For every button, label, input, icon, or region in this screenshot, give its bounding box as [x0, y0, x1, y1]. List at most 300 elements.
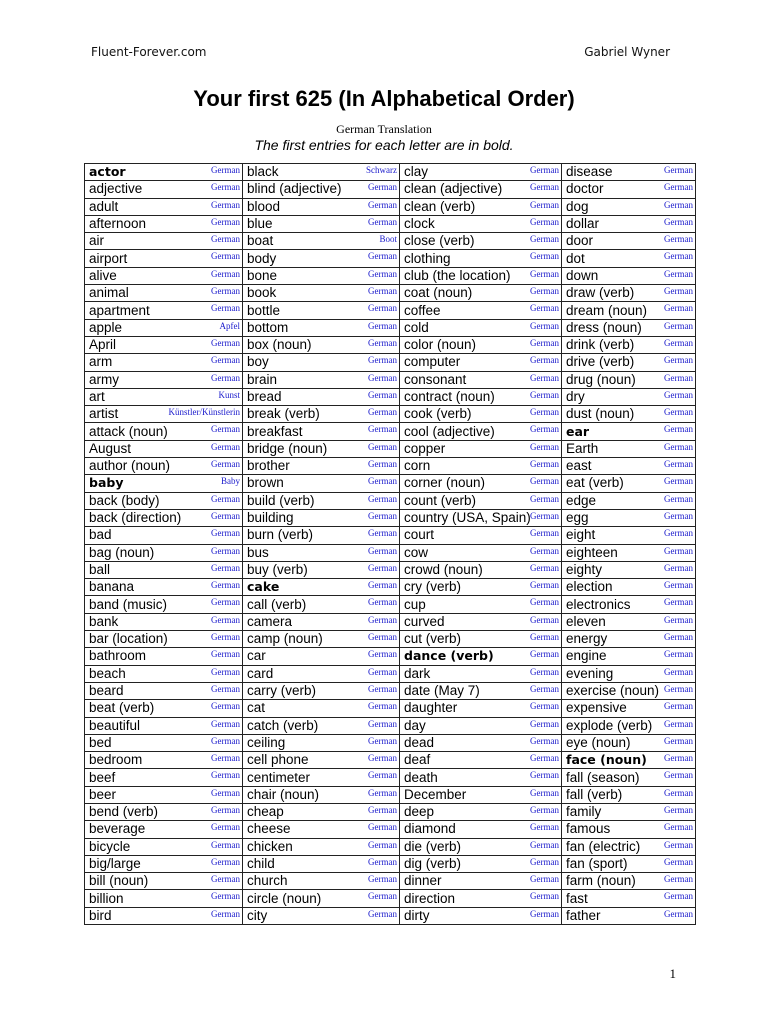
- english-word: coffee: [404, 302, 441, 318]
- english-word: clean (adjective): [404, 181, 503, 197]
- english-word: color (noun): [404, 337, 477, 353]
- translation-label: German: [530, 580, 559, 591]
- english-word: eighteen: [566, 544, 618, 560]
- english-word: dinner: [404, 873, 442, 889]
- translation-label: German: [211, 735, 240, 746]
- translation-label: German: [530, 493, 559, 504]
- translation-label: German: [530, 407, 559, 418]
- english-word: direction: [404, 890, 456, 906]
- word-cell: [562, 302, 696, 319]
- word-cell: [243, 336, 400, 353]
- translation-label: German: [530, 216, 559, 227]
- english-word: author (noun): [89, 458, 171, 474]
- translation-label: German: [368, 216, 397, 227]
- translation-label: German: [211, 234, 240, 245]
- word-cell: [85, 319, 243, 336]
- english-word: deaf: [404, 752, 431, 768]
- english-word: clay: [404, 164, 429, 180]
- translation-label: German: [368, 424, 397, 435]
- word-cell: [85, 786, 243, 803]
- word-cell: [85, 700, 243, 717]
- table-row: [85, 596, 696, 613]
- table-row: [85, 682, 696, 699]
- word-cell: [400, 267, 562, 284]
- translation-label: German: [368, 580, 397, 591]
- english-word: farm (noun): [566, 873, 636, 889]
- english-word: bone: [247, 267, 278, 283]
- word-cell: [243, 388, 400, 405]
- word-cell: [85, 717, 243, 734]
- english-word: deep: [404, 804, 435, 820]
- page-number: 1: [669, 966, 676, 981]
- english-word: dollar: [566, 216, 600, 232]
- translation-label: German: [530, 441, 559, 452]
- table-row: [85, 492, 696, 509]
- translation-label: German: [530, 666, 559, 677]
- word-cell: [562, 665, 696, 682]
- english-word: edge: [566, 492, 597, 508]
- word-cell: [400, 475, 562, 492]
- english-word: explode (verb): [566, 717, 653, 733]
- word-cell: [243, 838, 400, 855]
- word-cell: [562, 786, 696, 803]
- english-word: cake: [247, 579, 280, 595]
- english-word: chair (noun): [247, 786, 320, 802]
- word-cell: [562, 388, 696, 405]
- english-word: break (verb): [247, 406, 320, 422]
- word-cell: [243, 423, 400, 440]
- english-word: beer: [89, 786, 117, 802]
- english-word: blue: [247, 216, 273, 232]
- translation-label: German: [664, 822, 693, 833]
- table-row: [85, 336, 696, 353]
- english-word: dig (verb): [404, 856, 462, 872]
- english-word: fan (sport): [566, 856, 628, 872]
- english-word: bread: [247, 389, 282, 404]
- word-cell: [400, 803, 562, 820]
- english-word: beverage: [89, 821, 146, 837]
- word-cell: [243, 752, 400, 769]
- table-row: [85, 215, 696, 232]
- word-cell: [400, 682, 562, 699]
- english-word: face (noun): [566, 752, 647, 768]
- english-word: breakfast: [247, 423, 303, 439]
- word-cell: [243, 544, 400, 561]
- translation-label: German: [664, 735, 693, 746]
- word-cell: [400, 302, 562, 319]
- table-row: [85, 164, 696, 181]
- english-word: energy: [566, 631, 608, 647]
- english-word: dress (noun): [566, 319, 642, 335]
- translation-label: German: [368, 856, 397, 867]
- english-word: exercise (noun): [566, 683, 660, 699]
- translation-label: German: [211, 165, 240, 175]
- word-cell: [243, 440, 400, 457]
- translation-label: German: [530, 234, 559, 245]
- word-cell: [85, 613, 243, 630]
- english-word: dream (noun): [566, 302, 648, 318]
- translation-label: Baby: [221, 476, 240, 487]
- translation-label: German: [211, 337, 240, 348]
- translation-label: German: [530, 286, 559, 297]
- translation-label: German: [211, 649, 240, 660]
- word-cell: [85, 250, 243, 267]
- english-word: contract (noun): [404, 389, 495, 404]
- word-cell: [562, 181, 696, 198]
- english-word: clean (verb): [404, 198, 476, 214]
- vocabulary-table: [84, 163, 696, 925]
- translation-label: German: [368, 822, 397, 833]
- english-word: circle (noun): [247, 890, 322, 906]
- table-row: [85, 631, 696, 648]
- translation-label: German: [530, 165, 559, 175]
- word-cell: [85, 371, 243, 388]
- english-word: fast: [566, 890, 588, 906]
- word-cell: [400, 613, 562, 630]
- english-word: doctor: [566, 181, 604, 197]
- english-word: death: [404, 769, 438, 785]
- translation-label: German: [530, 701, 559, 712]
- english-word: evening: [566, 665, 614, 681]
- translation-label: German: [368, 372, 397, 383]
- english-word: country (USA, Spain): [404, 510, 531, 526]
- translation-label: German: [368, 770, 397, 781]
- translation-label: German: [368, 493, 397, 504]
- translation-label: German: [211, 510, 240, 521]
- translation-label: German: [664, 649, 693, 660]
- english-word: election: [566, 579, 613, 595]
- english-word: catch (verb): [247, 717, 319, 733]
- word-cell: [400, 890, 562, 907]
- english-word: blind (adjective): [247, 181, 342, 197]
- translation-label: German: [368, 337, 397, 348]
- table-row: [85, 198, 696, 215]
- english-word: daughter: [404, 700, 458, 716]
- english-word: ball: [89, 561, 111, 577]
- english-word: August: [89, 440, 132, 456]
- word-cell: [400, 821, 562, 838]
- english-word: dot: [566, 250, 585, 266]
- english-word: banana: [89, 579, 135, 595]
- english-word: build (verb): [247, 492, 315, 508]
- word-cell: [562, 855, 696, 872]
- english-word: day: [404, 717, 426, 733]
- english-word: brown: [247, 475, 284, 491]
- table-row: [85, 717, 696, 734]
- english-word: beard: [89, 683, 124, 699]
- word-cell: [243, 267, 400, 284]
- word-cell: [85, 561, 243, 578]
- word-cell: [243, 233, 400, 250]
- table-row: [85, 890, 696, 907]
- english-word: afternoon: [89, 216, 147, 232]
- translation-label: German: [368, 649, 397, 660]
- translation-label: German: [664, 165, 693, 175]
- translation-label: German: [211, 286, 240, 297]
- word-cell: [400, 631, 562, 648]
- word-cell: [243, 717, 400, 734]
- translation-label: German: [530, 268, 559, 279]
- english-word: beautiful: [89, 717, 141, 733]
- word-cell: [400, 769, 562, 786]
- translation-label: German: [368, 476, 397, 487]
- table-row: [85, 821, 696, 838]
- translation-label: German: [664, 753, 693, 764]
- word-cell: [243, 527, 400, 544]
- table-row: [85, 233, 696, 250]
- word-cell: [562, 527, 696, 544]
- table-row: [85, 509, 696, 526]
- english-word: billion: [89, 890, 124, 906]
- instruction-note: The first entries for each letter are in bold.: [254, 137, 514, 153]
- translation-label: German: [664, 182, 693, 193]
- translation-label: German: [530, 251, 559, 262]
- english-word: cry (verb): [404, 579, 461, 595]
- translation-label: German: [530, 683, 559, 694]
- table-row: [85, 838, 696, 855]
- table-row: [85, 319, 696, 336]
- english-word: down: [566, 267, 599, 283]
- word-cell: [562, 769, 696, 786]
- translation-label: German: [211, 718, 240, 729]
- translation-label: German: [530, 528, 559, 539]
- english-word: boat: [247, 233, 274, 249]
- translation-label: German: [368, 632, 397, 643]
- word-cell: [400, 579, 562, 596]
- translation-label: German: [530, 303, 559, 314]
- translation-label: German: [211, 597, 240, 608]
- english-word: bottom: [247, 319, 289, 335]
- translation-label: German: [211, 614, 240, 625]
- english-word: call (verb): [247, 596, 307, 612]
- word-cell: [243, 665, 400, 682]
- translation-label: German: [368, 804, 397, 815]
- table-row: [85, 267, 696, 284]
- word-cell: [85, 665, 243, 682]
- translation-label: German: [211, 683, 240, 694]
- english-word: date (May 7): [404, 683, 480, 699]
- translation-label: German: [211, 856, 240, 867]
- word-cell: [400, 233, 562, 250]
- word-cell: [85, 458, 243, 475]
- english-word: dark: [404, 665, 431, 681]
- translation-label: German: [211, 268, 240, 279]
- translation-label: German: [530, 510, 559, 521]
- word-cell: [243, 492, 400, 509]
- translation-label: German: [664, 528, 693, 539]
- english-word: adjective: [89, 181, 143, 197]
- word-cell: [400, 700, 562, 717]
- english-word: curved: [404, 613, 445, 629]
- word-cell: [562, 198, 696, 215]
- translation-label: German: [211, 562, 240, 573]
- word-cell: [400, 786, 562, 803]
- english-word: famous: [566, 821, 611, 837]
- translation-label: German: [368, 355, 397, 366]
- word-cell: [562, 561, 696, 578]
- word-cell: [85, 855, 243, 872]
- word-cell: [562, 631, 696, 648]
- word-cell: [243, 561, 400, 578]
- english-word: back (direction): [89, 510, 182, 526]
- word-cell: [243, 648, 400, 665]
- translation-label: German: [368, 199, 397, 210]
- translation-label: German: [368, 683, 397, 694]
- english-word: club (the location): [404, 267, 511, 283]
- word-cell: [562, 423, 696, 440]
- english-word: April: [89, 337, 117, 353]
- word-cell: [400, 855, 562, 872]
- translation-label: German: [664, 407, 693, 418]
- translation-label: German: [664, 701, 693, 712]
- page-title: Your first 625 (In Alphabetical Order): [193, 86, 575, 111]
- translation-label: German: [368, 303, 397, 314]
- translation-label: German: [211, 493, 240, 504]
- translation-label: German: [211, 908, 240, 919]
- table-row: [85, 786, 696, 803]
- word-cell: [85, 907, 243, 924]
- word-cell: [400, 492, 562, 509]
- translation-label: German: [664, 632, 693, 643]
- english-word: baby: [89, 475, 124, 491]
- translation-label: German: [664, 597, 693, 608]
- english-word: clock: [404, 216, 435, 232]
- translation-label: German: [368, 459, 397, 470]
- word-cell: [243, 406, 400, 423]
- english-word: actor: [89, 164, 126, 180]
- english-word: beach: [89, 665, 126, 681]
- english-word: corn: [404, 458, 431, 474]
- translation-label: German: [530, 822, 559, 833]
- english-word: dry: [566, 389, 585, 404]
- translation-label: German: [664, 424, 693, 435]
- translation-label: German: [664, 234, 693, 245]
- translation-label: German: [368, 545, 397, 556]
- english-word: bird: [89, 907, 112, 923]
- header-author: Gabriel Wyner: [584, 45, 670, 59]
- table-row: [85, 475, 696, 492]
- english-word: dust (noun): [566, 406, 635, 422]
- translation-label: German: [664, 268, 693, 279]
- english-word: dance (verb): [404, 648, 494, 664]
- english-word: artist: [89, 406, 119, 422]
- word-cell: [85, 579, 243, 596]
- word-cell: [400, 371, 562, 388]
- english-word: church: [247, 873, 288, 889]
- english-word: December: [404, 786, 467, 802]
- word-cell: [400, 544, 562, 561]
- english-word: back (body): [89, 492, 160, 508]
- translation-label: German: [664, 476, 693, 487]
- word-cell: [400, 354, 562, 371]
- translation-label: German: [368, 251, 397, 262]
- english-word: brain: [247, 371, 278, 387]
- word-cell: [562, 406, 696, 423]
- word-cell: [400, 198, 562, 215]
- table-row: [85, 700, 696, 717]
- english-word: beat (verb): [89, 700, 155, 716]
- english-word: drink (verb): [566, 337, 635, 353]
- translation-label: German: [664, 303, 693, 314]
- word-cell: [562, 336, 696, 353]
- word-cell: [400, 561, 562, 578]
- word-cell: [400, 423, 562, 440]
- word-cell: [400, 717, 562, 734]
- english-word: cold: [404, 319, 429, 335]
- word-cell: [400, 164, 562, 181]
- english-word: expensive: [566, 700, 627, 716]
- translation-label: German: [664, 320, 693, 331]
- english-word: father: [566, 907, 601, 923]
- english-word: beef: [89, 769, 116, 785]
- translation-label: German: [211, 874, 240, 885]
- english-word: eye (noun): [566, 734, 631, 750]
- translation-label: German: [530, 839, 559, 850]
- english-word: box (noun): [247, 337, 312, 353]
- translation-label: German: [664, 856, 693, 867]
- english-word: attack (noun): [89, 423, 168, 439]
- english-word: carry (verb): [247, 683, 317, 699]
- english-word: camera: [247, 613, 293, 629]
- word-cell: [400, 319, 562, 336]
- translation-label: German: [368, 891, 397, 902]
- translation-label: German: [664, 510, 693, 521]
- table-row: [85, 769, 696, 786]
- word-cell: [562, 215, 696, 232]
- word-cell: [562, 838, 696, 855]
- english-word: apple: [89, 319, 123, 335]
- translation-label: German: [368, 787, 397, 798]
- translation-label: German: [368, 735, 397, 746]
- english-word: engine: [566, 648, 607, 664]
- word-cell: [562, 717, 696, 734]
- table-row: [85, 440, 696, 457]
- translation-label: German: [530, 770, 559, 781]
- word-cell: [562, 821, 696, 838]
- table-row: [85, 388, 696, 405]
- word-cell: [243, 371, 400, 388]
- english-word: cheese: [247, 821, 291, 837]
- table-row: [85, 285, 696, 302]
- translation-label: German: [664, 493, 693, 504]
- english-word: bar (location): [89, 631, 168, 647]
- translation-label: German: [211, 528, 240, 539]
- word-cell: [562, 752, 696, 769]
- translation-label: German: [368, 268, 397, 279]
- word-cell: [243, 509, 400, 526]
- table-row: [85, 250, 696, 267]
- translation-label: German: [664, 372, 693, 383]
- word-cell: [85, 181, 243, 198]
- word-cell: [85, 752, 243, 769]
- translation-label: German: [664, 251, 693, 262]
- translation-label: German: [530, 856, 559, 867]
- word-cell: [85, 803, 243, 820]
- english-word: book: [247, 285, 277, 301]
- english-word: east: [566, 458, 592, 474]
- translation-label: German: [211, 701, 240, 712]
- translation-label: German: [530, 787, 559, 798]
- table-row: [85, 803, 696, 820]
- word-cell: [243, 890, 400, 907]
- english-word: electronics: [566, 596, 631, 612]
- translation-label: German: [211, 182, 240, 193]
- english-word: drug (noun): [566, 371, 636, 387]
- english-word: ceiling: [247, 734, 286, 750]
- translation-label: German: [664, 459, 693, 470]
- word-cell: [243, 302, 400, 319]
- translation-label: German: [530, 372, 559, 383]
